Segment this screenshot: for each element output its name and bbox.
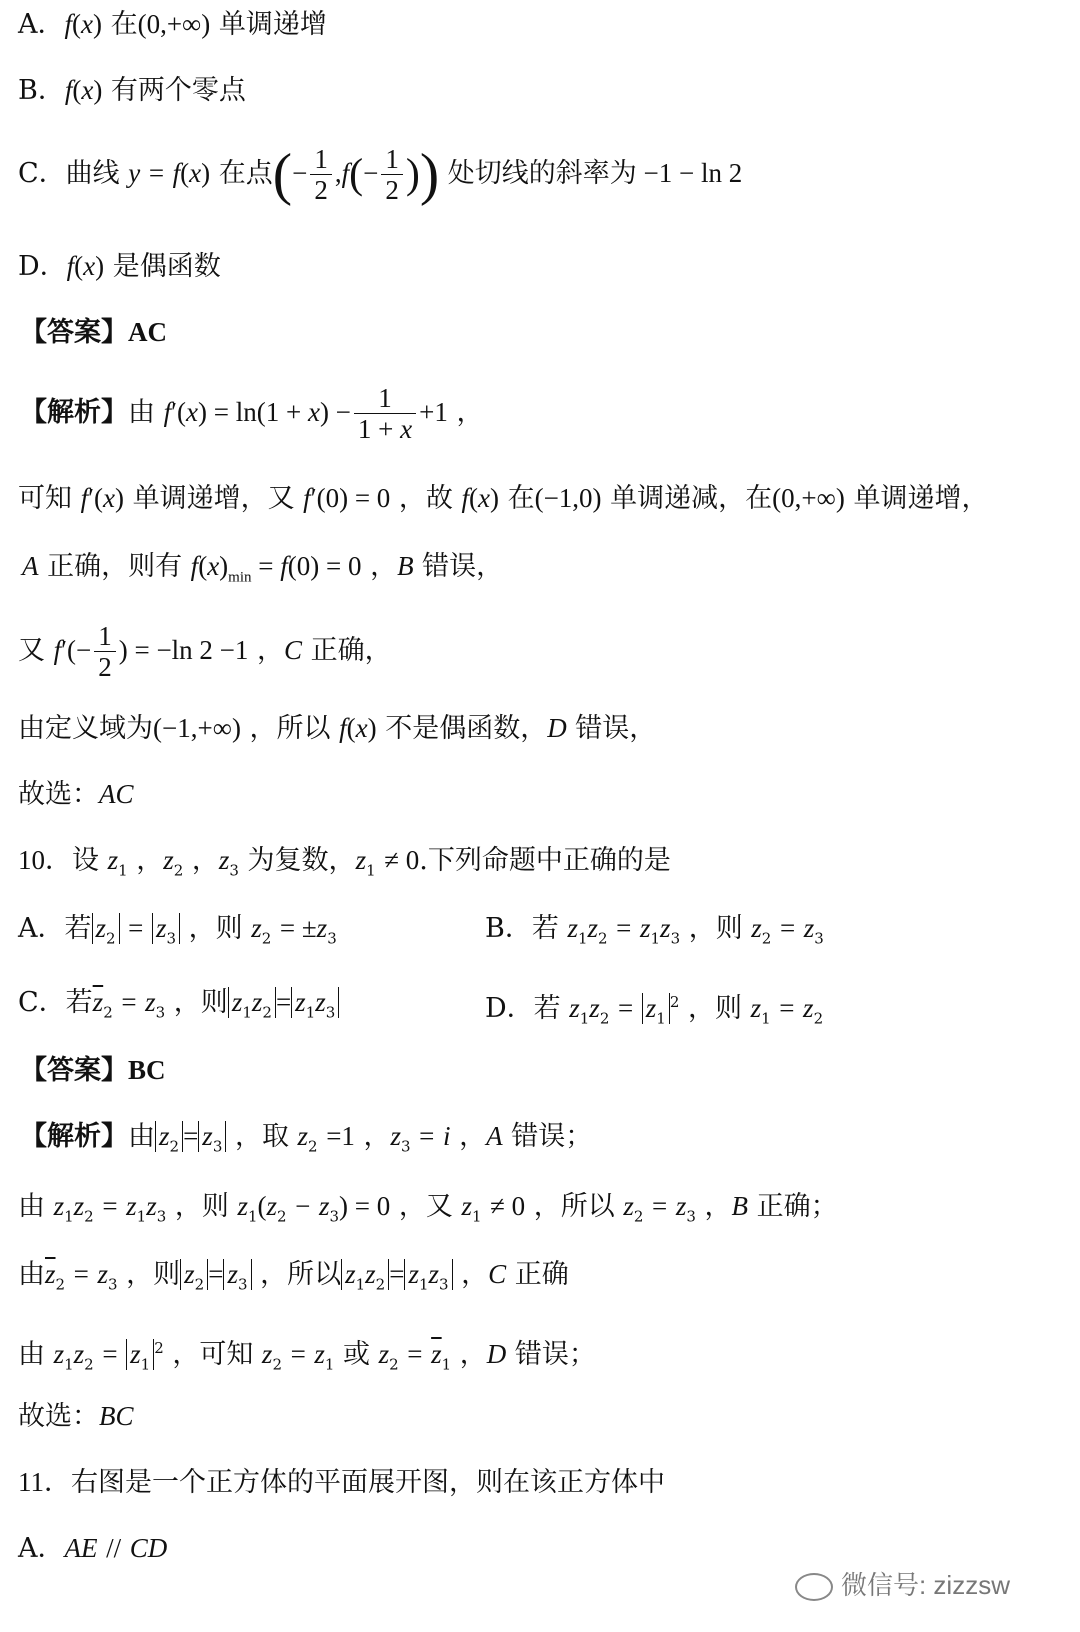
answer-label-2: 【答案】BC: [20, 1055, 166, 1086]
analysis-2-line-3: 由$\overline{z}_2 = z_3$ ，则 $z_2 = z_3$ ，所以 $z_1z_2 = z_1z_3$ ，C 正确: [18, 1259, 569, 1294]
question-10: 10．设 $z_1$ ，$z_2$ ，$z_3$ 为复数，$z_1 \ne 0$.下列命题中正确的是: [18, 845, 671, 880]
analysis-1-line-1: 【解析】由 f′(x) = ln(1 + x) − $\frac{1}{1 + x}$ +1 ，: [20, 383, 484, 444]
analysis-2-line-1: 【解析】由 $z_2 = z_3$ ，取 $z_2 =1$ ，$z_3 = i$ ，A 错误；: [20, 1121, 593, 1156]
analysis-1-line-3: A 正确，则有 $f(x)_{min} = f(0) = 0$ ，B 错误，: [22, 551, 504, 586]
question-10-option-a: A．若 $z_2 = z_3$ ，则 $z_2 = \pm z_3$: [18, 913, 337, 948]
option-c: C．曲线 y = f(x) 在点(− $\frac{1}{2}$ ,f(− $\frac{1}{2}$ )) 处切线的斜率为 −1 − ln 2: [18, 141, 743, 207]
question-10-option-c: C．若$\overline{z}_2 = z_3$ ，则 $z_1z_2 = z_1z_3$: [18, 982, 339, 1032]
wechat-icon: [795, 1573, 833, 1601]
analysis-1-line-2: 可知 f′(x) 单调递增，又 f′(0) = 0 ，故 f(x) 在(−1,0) 单调递减，在(0,+∞) 单调递增，: [18, 483, 989, 514]
analysis-1-line-5: 由定义域为(−1,+∞) ，所以 f(x) 不是偶函数，D 错误，: [18, 713, 657, 744]
question-10-option-d: D．若 $z_1z_2 = z_1^2$ ，则 $z_1 = z_2$: [485, 993, 824, 1028]
option-b: B．f(x) 有两个零点: [18, 75, 246, 106]
option-d: D．f(x) 是偶函数: [18, 251, 221, 282]
analysis-2-line-5: 故选：BC: [18, 1401, 134, 1432]
analysis-2-line-2: 由 $z_1z_2 = z_1z_3$ ，则 $z_1(z_2 - z_3) = 0$ ，又 $z_1 \ne 0$ ，所以 $z_2 = z_3$ ，B 正确；: [18, 1191, 838, 1226]
analysis-1-line-4: 又 f′(− $\frac{1}{2}$ ) = −ln 2 −1 ，C 正确，: [18, 621, 392, 682]
answer-label-1: 【答案】AC: [20, 317, 167, 348]
option-a: A．f(x) 在(0,+∞) 单调递增: [18, 9, 327, 40]
question-11: 11．右图是一个正方体的平面展开图，则在该正方体中: [18, 1467, 665, 1498]
wechat-watermark: [795, 1565, 1010, 1602]
watermark-text: 微信号: zizzsw: [840, 1570, 1010, 1600]
question-10-option-b: B．若 $z_1z_2 = z_1z_3$ ，则 $z_2 = z_3$: [485, 913, 824, 948]
analysis-1-line-6: 故选：AC: [18, 779, 134, 810]
question-11-option-a: A．AE // CD: [18, 1533, 168, 1564]
analysis-2-line-4: 由 $z_1z_2 = z_1^2$ ，可知 $z_2 = z_1$ 或 $z_2 = \overline{z}_1$ ，D 错误；: [18, 1339, 596, 1374]
